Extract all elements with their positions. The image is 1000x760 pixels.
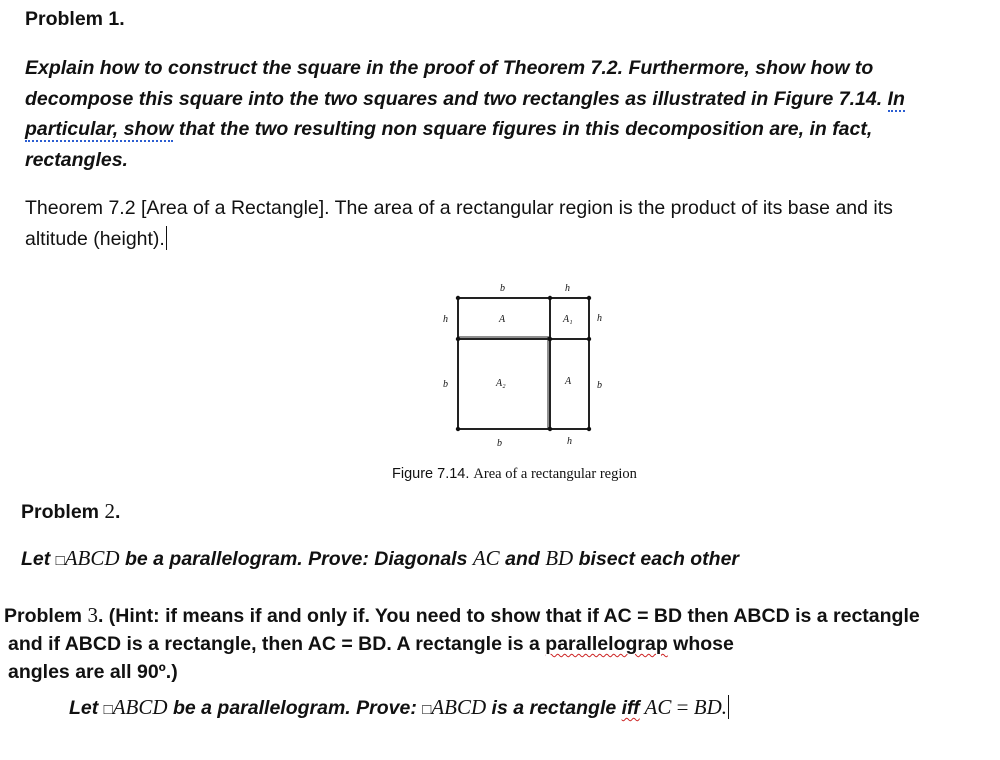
region-bottom-left: A₂ bbox=[496, 378, 506, 389]
label-right-h: h bbox=[597, 313, 602, 324]
theorem-line1: Theorem 7.2 [Area of a Rectangle]. The area of a rectangular region is the product of its base and its bbox=[25, 197, 893, 219]
problem3-heading-word: Problem bbox=[4, 605, 88, 627]
label-top-b: b bbox=[500, 283, 505, 294]
problem1-heading: Problem 1. bbox=[25, 8, 125, 30]
region-top-right: A₁ bbox=[563, 314, 573, 325]
problem1-task-line1: Explain how to construct the square in the proof of Theorem 7.2. Furthermore, show how to bbox=[25, 57, 874, 79]
p2-end: bisect each other bbox=[573, 548, 740, 570]
square-symbol-2: □ bbox=[422, 701, 432, 718]
square-symbol: □ bbox=[55, 552, 65, 569]
problem1-task-line2-text: decompose this square into the two squares and two rectangles as illustrated in Figure 7.14. bbox=[25, 87, 888, 110]
problem3-hint bbox=[4, 601, 994, 686]
p3-mid2: is a rectangle bbox=[486, 697, 622, 719]
vertex-dot bbox=[587, 296, 591, 300]
grammar-flag-particular-show[interactable]: particular, show bbox=[25, 118, 174, 140]
p3-abcd: ABCD bbox=[112, 695, 168, 719]
region-bottom-right: A bbox=[565, 376, 572, 387]
caption-label: Figure 7.14. bbox=[392, 466, 470, 482]
problem3-number: 3 bbox=[87, 603, 98, 627]
problem1-task-line4: rectangles. bbox=[25, 148, 128, 171]
label-left-h: h bbox=[443, 314, 448, 325]
problem3-hint-line2c: whose bbox=[667, 633, 734, 655]
problem3-line3: angles are all 90º.) bbox=[8, 661, 178, 683]
problem3-statement bbox=[69, 692, 729, 726]
p2-bd: BD bbox=[545, 546, 574, 570]
p3-ac: AC bbox=[639, 695, 672, 719]
grammar-flag-in[interactable]: In bbox=[887, 87, 905, 110]
p3-let: Let bbox=[69, 697, 104, 719]
problem2-heading bbox=[21, 496, 120, 528]
p2-abcd: ABCD bbox=[64, 546, 120, 570]
vertex-dot bbox=[548, 296, 552, 300]
vertex-dot bbox=[456, 337, 460, 341]
problem2-number: 2 bbox=[104, 499, 115, 523]
figure-caption bbox=[392, 466, 637, 483]
problem3-line1 bbox=[4, 601, 994, 630]
p2-ac: AC bbox=[472, 546, 500, 570]
spelling-flag-parallelograp[interactable]: parallelograp bbox=[545, 633, 668, 655]
problem2-heading-dot: . bbox=[114, 501, 121, 523]
p2-and: and bbox=[499, 548, 546, 570]
p3-eq: = bbox=[671, 695, 694, 719]
vertex-dot bbox=[548, 427, 552, 431]
vertex-dot bbox=[456, 296, 460, 300]
vertex-dot bbox=[587, 337, 591, 341]
problem3-hint-line2a: and if ABCD is a rectangle, then AC = BD. A rectangle is a bbox=[8, 633, 546, 655]
square-symbol: □ bbox=[103, 701, 113, 718]
label-right-b: b bbox=[597, 380, 602, 391]
vertex-dot bbox=[456, 427, 460, 431]
vertex-dot bbox=[548, 337, 552, 341]
label-top-h: h bbox=[565, 283, 570, 294]
theorem-line2-text: altitude (height). bbox=[25, 227, 165, 250]
label-bottom-h: h bbox=[567, 436, 572, 447]
p2-let: Let bbox=[21, 548, 56, 570]
region-top-left: A bbox=[499, 314, 506, 325]
problem2-heading-word: Problem bbox=[21, 501, 105, 523]
caption-text: Area of a rectangular region bbox=[473, 466, 637, 482]
label-bottom-b: b bbox=[497, 438, 502, 449]
problem3-hint-line1: (Hint: if means if and only if. You need to show that if AC = BD then ABCD is a rectangle bbox=[103, 605, 920, 627]
vertex-dot bbox=[587, 427, 591, 431]
problem3-heading-dot: . bbox=[97, 605, 104, 627]
p3-abcd2: ABCD bbox=[431, 695, 487, 719]
label-left-b: b bbox=[443, 379, 448, 390]
p2-mid: be a parallelogram. Prove: Diagonals bbox=[119, 548, 473, 570]
problem2-statement bbox=[21, 543, 739, 577]
text-cursor-2 bbox=[728, 695, 729, 719]
spelling-flag-iff[interactable]: iff bbox=[621, 697, 640, 719]
p3-bd: BD. bbox=[693, 695, 727, 719]
p3-mid: be a parallelogram. Prove: bbox=[167, 697, 423, 719]
problem1-task-line3-text: that the two resulting non square figures in this decomposition are, in fact, bbox=[173, 118, 873, 140]
problem3-line2 bbox=[4, 630, 994, 658]
